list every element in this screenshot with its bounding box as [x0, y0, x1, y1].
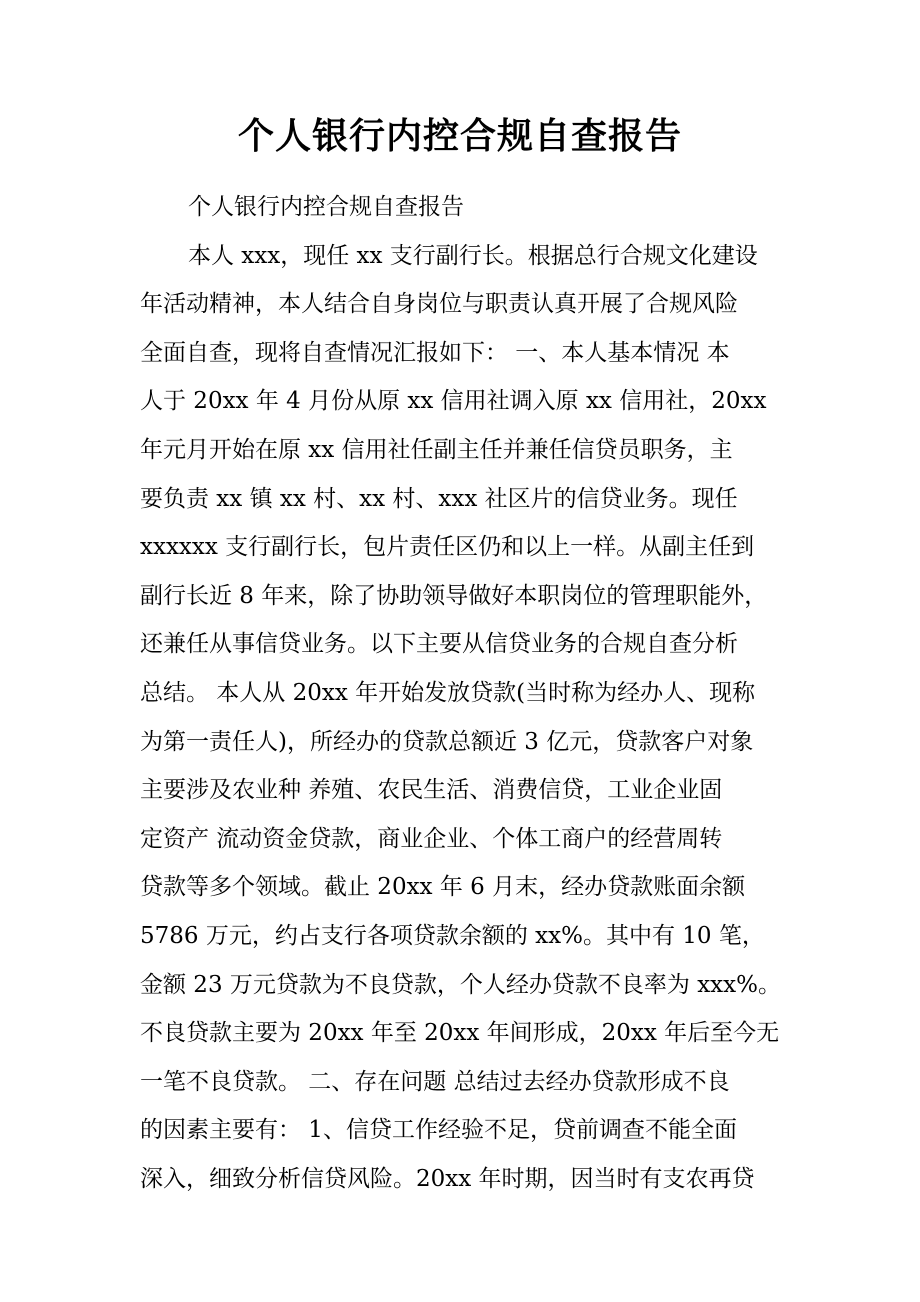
body-line: 人于 20xx 年 4 月份从原 xx 信用社调入原 xx 信用社，20xx [140, 388, 767, 415]
body-line: 贷款等多个领域。截止 20xx 年 6 月末，经办贷款账面余额 [140, 874, 746, 901]
body-line: 金额 23 万元贷款为不良贷款，个人经办贷款不良率为 xxx%。 [140, 971, 781, 998]
body-line: xxxxxx 支行副行长，包片责任区仍和以上一样。从副主任到 [140, 534, 755, 561]
body-line: 还兼任从事信贷业务。以下主要从信贷业务的合规自查分析 [140, 631, 738, 658]
body-line: 要负责 xx 镇 xx 村、xx 村、xxx 社区片的信贷业务。现任 [140, 485, 738, 512]
body-line: 个人银行内控合规自查报告 [188, 194, 464, 220]
body-line: 定资产 流动资金贷款，商业企业、个体工商户的经营周转 [140, 825, 723, 852]
body-line: 不良贷款主要为 20xx 年至 20xx 年间形成，20xx 年后至今无 [140, 1020, 780, 1047]
body-line: 总结。 本人从 20xx 年开始发放贷款(当时称为经办人、现称 [140, 679, 756, 706]
body-line: 深入，细致分析信贷风险。20xx 年时期，因当时有支农再贷 [140, 1165, 755, 1192]
body-line: 的因素主要有： 1、信贷工作经验不足，贷前调查不能全面 [140, 1117, 737, 1144]
body-line: 为第一责任人)，所经办的贷款总额近 3 亿元，贷款客户对象 [140, 728, 754, 755]
body-line: 本人 xxx，现任 xx 支行副行长。根据总行合规文化建设 [188, 242, 758, 269]
body-line: 年活动精神，本人结合自身岗位与职责认真开展了合规风险 [140, 291, 738, 318]
document-body [140, 183, 785, 1203]
body-line: 一笔不良贷款。 二、存在问题 总结过去经办贷款形成不良 [140, 1068, 730, 1095]
body-line: 全面自查，现将自查情况汇报如下： 一、本人基本情况 本 [140, 339, 730, 366]
body-line: 年元月开始在原 xx 信用社任副主任并兼任信贷员职务，主 [140, 436, 733, 463]
body-line: 副行长近 8 年来，除了协助领导做好本职岗位的管理职能外， [140, 582, 768, 609]
document-title: 个人银行内控合规自查报告 [237, 115, 682, 157]
body-line: 5786 万元，约占支行各项贷款余额的 xx%。其中有 10 笔， [140, 922, 765, 949]
body-line: 主要涉及农业种 养殖、农民生活、消费信贷，工业企业固 [140, 777, 723, 804]
